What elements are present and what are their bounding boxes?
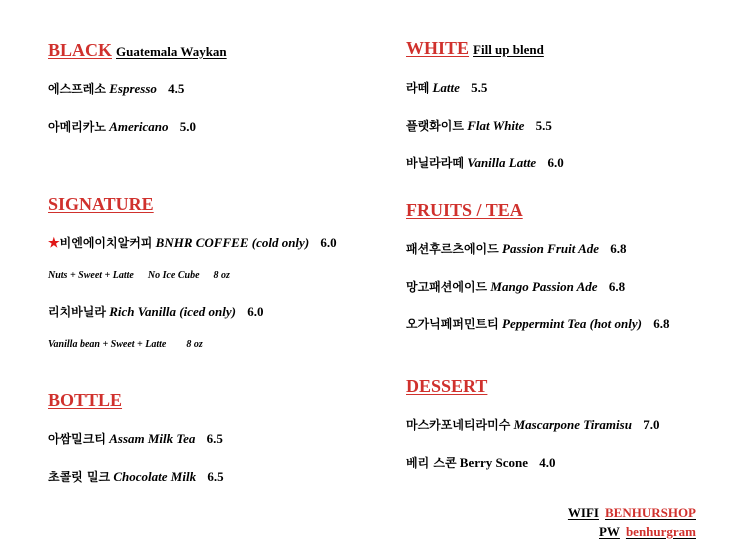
section-title: FRUITS / TEA — [406, 200, 523, 220]
wifi-label: WIFI — [567, 505, 599, 520]
section-subtitle: Guatemala Waykan — [116, 44, 227, 59]
item-price: 6.8 — [608, 279, 626, 294]
item-english-name: Rich Vanilla (iced only) — [109, 304, 236, 319]
item-english-name: Passion Fruit Ade — [502, 241, 600, 256]
wifi-line — [568, 505, 696, 521]
menu-item-americano — [48, 118, 196, 135]
menu-item-bnhr-coffee — [48, 234, 337, 251]
section-header-dessert — [406, 376, 487, 397]
item-english-name: Chocolate Milk — [113, 469, 197, 484]
menu-item-peppermint-tea — [406, 315, 670, 332]
item-korean-name: 라떼 — [406, 81, 430, 95]
section-title: BOTTLE — [48, 390, 123, 410]
menu-item-chocolate-milk — [48, 468, 224, 485]
password-line — [599, 524, 696, 540]
item-korean-name: 베리 스콘 — [406, 456, 457, 470]
menu-item-assam-milk-tea — [48, 430, 223, 447]
item-english-name: Vanilla Latte — [467, 155, 537, 170]
menu-item-latte — [406, 79, 487, 96]
item-korean-name: 망고패션에이드 — [406, 280, 488, 294]
item-price: 5.5 — [535, 118, 552, 133]
item-english-name: Mascarpone Tiramisu — [513, 417, 632, 432]
item-price: 7.0 — [643, 417, 660, 432]
wifi-value: BENHURSHOP — [604, 505, 696, 520]
section-header-fruits-tea — [406, 200, 523, 221]
password-label: PW — [598, 524, 620, 539]
item-korean-name: 아쌈밀크티 — [48, 432, 106, 446]
item-english-name: Berry Scone — [459, 455, 529, 470]
item-price: 5.5 — [471, 80, 488, 95]
item-note: Nuts + Sweet + Latte No Ice Cube 8 oz — [48, 270, 230, 281]
menu-item-espresso — [48, 80, 184, 97]
item-english-name: Espresso — [109, 81, 157, 96]
item-price: 6.0 — [547, 155, 564, 170]
item-price: 4.0 — [539, 455, 556, 470]
item-korean-name: 아메리카노 — [48, 120, 106, 134]
item-price: 6.8 — [610, 241, 627, 256]
password-value: benhurgram — [625, 524, 696, 539]
menu-item-rich-vanilla — [48, 303, 263, 320]
section-header-signature — [48, 194, 154, 215]
item-price: 6.5 — [206, 431, 223, 446]
section-title: SIGNATURE — [48, 194, 154, 214]
item-price: 6.0 — [247, 304, 264, 319]
item-korean-name: 오가닉페퍼민트티 — [406, 317, 499, 331]
item-note: Vanilla bean + Sweet + Latte 8 oz — [48, 339, 203, 350]
item-price: 6.8 — [653, 316, 670, 331]
item-english-name: Mango Passion Ade — [490, 279, 598, 294]
section-header-black — [48, 40, 227, 61]
section-header-white — [406, 38, 544, 59]
item-english-name: Latte — [432, 80, 460, 95]
menu-item-passion-fruit-ade — [406, 240, 627, 257]
item-korean-name: 초콜릿 밀크 — [48, 470, 111, 484]
item-korean-name: 플랫화이트 — [406, 119, 464, 133]
item-price: 6.0 — [320, 235, 337, 250]
menu-item-mango-passion-ade — [406, 278, 625, 295]
item-korean-name: 비엔에이치알커피 — [59, 236, 153, 250]
section-title: BLACK — [48, 40, 113, 60]
item-korean-name: 패션후르츠에이드 — [406, 242, 499, 256]
star-icon: ★ — [48, 235, 60, 250]
menu-item-berry-scone — [406, 454, 556, 471]
item-english-name: Flat White — [467, 118, 525, 133]
section-title: WHITE — [406, 38, 470, 58]
item-english-name: Americano — [109, 119, 169, 134]
menu-item-mascarpone-tiramisu — [406, 416, 659, 433]
item-english-name: Assam Milk Tea — [109, 431, 196, 446]
item-price: 6.5 — [207, 469, 224, 484]
item-korean-name: 리치바닐라 — [48, 305, 106, 319]
item-english-name: Peppermint Tea (hot only) — [502, 316, 642, 331]
item-price: 5.0 — [179, 119, 196, 134]
section-header-bottle — [48, 390, 122, 411]
menu-item-vanilla-latte — [406, 154, 564, 171]
item-korean-name: 마스카포네티라미수 — [406, 418, 511, 432]
section-subtitle: Fill up blend — [473, 42, 544, 57]
item-korean-name: 바닐라라떼 — [406, 156, 464, 170]
section-title: DESSERT — [406, 376, 488, 396]
item-english-name: BNHR COFFEE (cold only) — [155, 235, 310, 250]
item-price: 4.5 — [168, 81, 185, 96]
item-korean-name: 에스프레소 — [48, 82, 106, 96]
menu-item-flat-white — [406, 117, 552, 134]
